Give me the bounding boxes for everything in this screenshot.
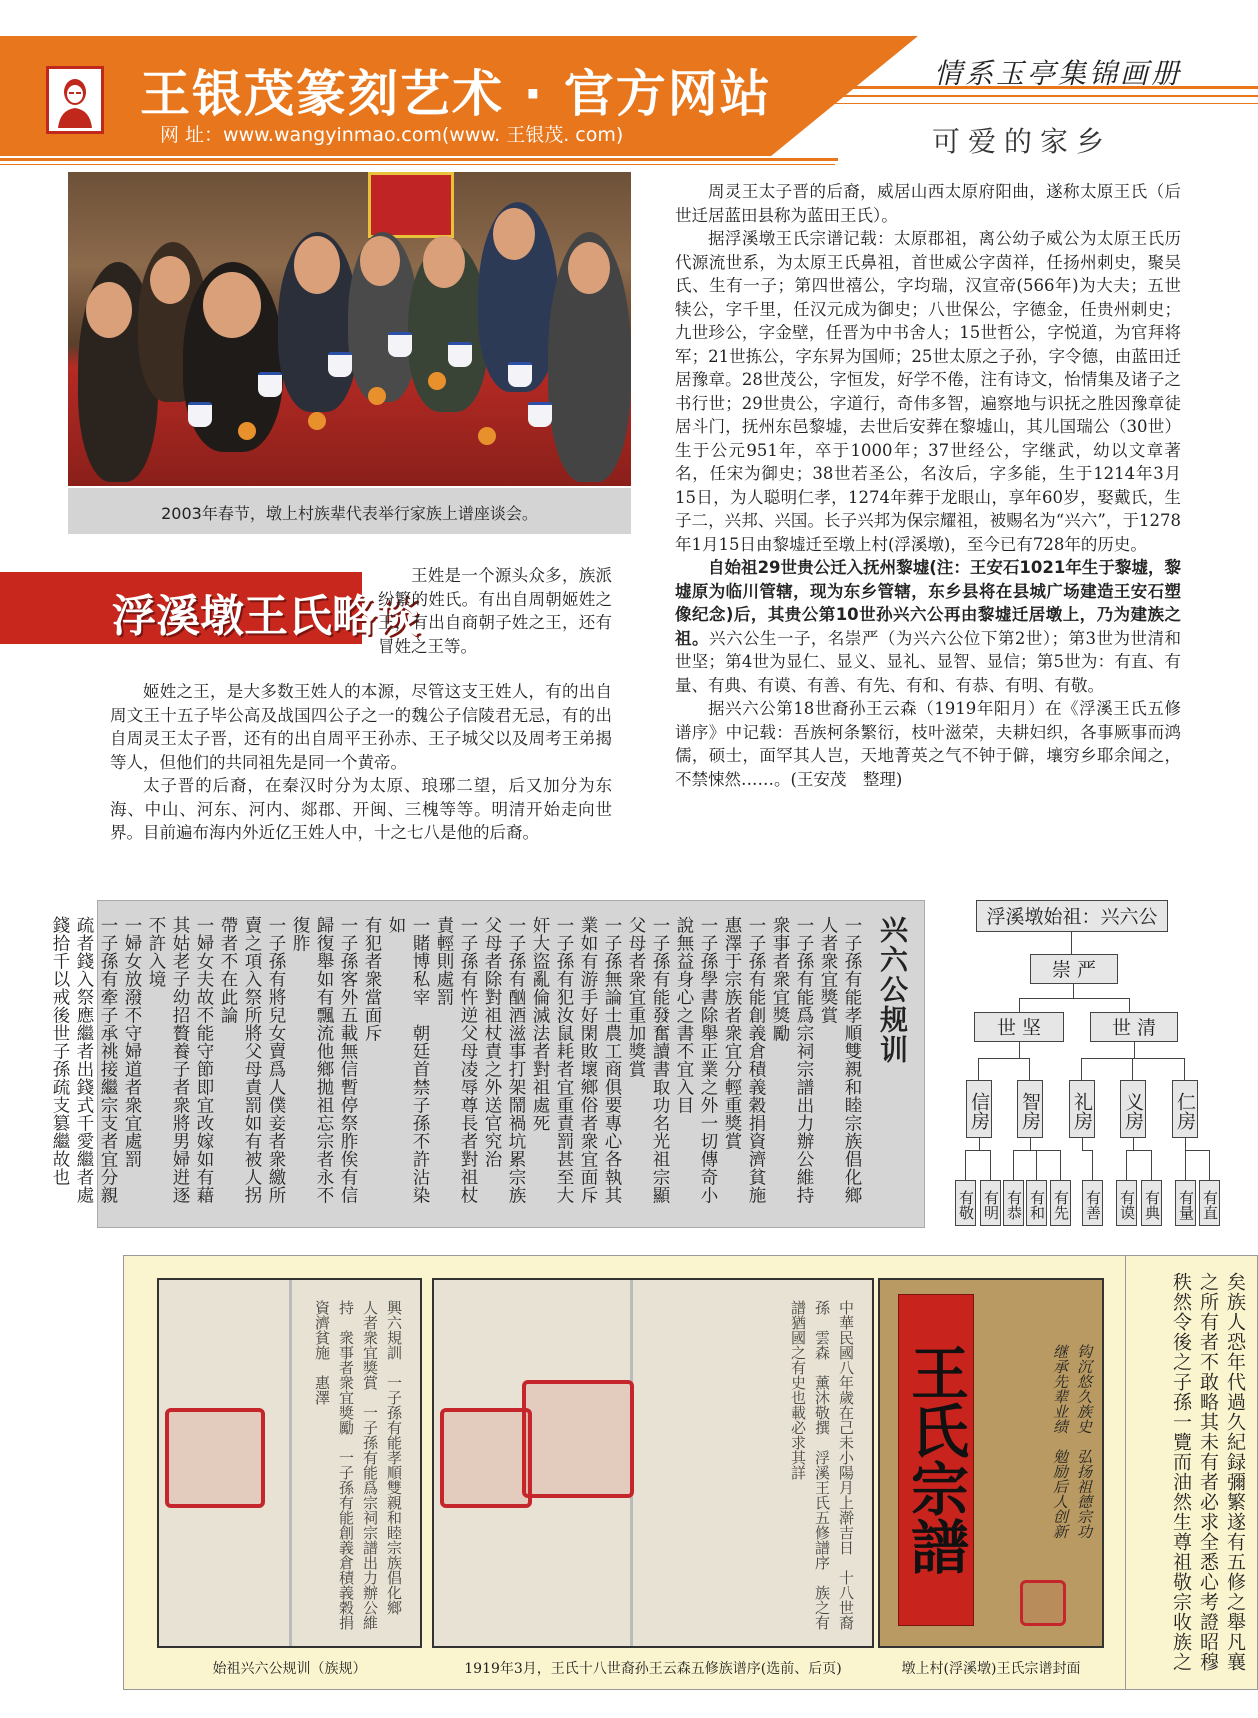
rule-line: 其姑老子幼招贅養子者衆將男婦逬逐 <box>170 916 190 1204</box>
rule-line: 一子孫有能創義倉積義穀捐資濟貧施 <box>746 916 766 1204</box>
tree-connector <box>1185 1138 1186 1150</box>
tree-connector <box>979 1138 980 1150</box>
rule-line: 一賭博私宰 朝廷首禁子孫不許沾染如 <box>386 916 430 1204</box>
rule-line: 一婦女放潑不守婦道者衆宜處罰 <box>122 916 142 1168</box>
tree-connector <box>1134 1042 1135 1058</box>
tree-connector <box>1133 1138 1134 1150</box>
tree-connector <box>965 1150 966 1180</box>
rule-line: 奸大盜亂倫滅法者對祖處死 <box>530 916 550 1132</box>
rule-line: 父母者除對祖杖責之外送官究治 <box>482 916 502 1168</box>
paragraph-text: 据兴六公第18世裔孙王云森（1919年阳月）在《浮溪王氏五修谱序》中记载：吾族柯条繁衍，枝叶滋荣，夫耕妇织，各事厥事而鸿儒，硕士，面罕其人岂，天地菁英之气不钟于僻，壤穷乡耶余闻之，不禁悚然……。 <box>675 699 1181 789</box>
tree-connector <box>1019 998 1130 999</box>
tree-node: 礼房 <box>1069 1080 1095 1138</box>
tree-connector <box>1151 1150 1152 1180</box>
seal-stamp <box>522 1380 634 1498</box>
portrait-icon <box>52 72 98 128</box>
seal-stamp <box>440 1408 532 1508</box>
tree-node: 有明 <box>980 1180 1001 1226</box>
tree-node: 义房 <box>1120 1080 1146 1138</box>
photo-caption: 墩上村(浮溪墩)王氏宗谱封面 <box>901 1661 1081 1677</box>
album-divider <box>822 95 1258 97</box>
site-url[interactable]: 网 址：www.wangyinmao.com(www. 王银茂. com) <box>160 124 624 146</box>
article-heading: 浮溪墩王氏略谈 <box>112 591 420 642</box>
tree-connector <box>1185 1150 1186 1180</box>
poem-line: 钩沉悠久族史 <box>1075 1344 1093 1434</box>
paragraph: 据浮溪墩王氏宗谱记载：太原郡祖，离公幼子威公为太原王氏历代源流世系，为太原王氏鼻祖，首世威公字茵祥，任扬州刺史，聚吴氏、生有一子；第四世禧公，字均瑞，汉宣帝(566年)为大夫；五世犊公，字千里，任汉元成为御史；八世保公，字德金，任贵州刺史；九世珍公，字金壁，任晋为中书舍人；15世哲公，字悦道，为官拜将军；21世拣公，字东昇为国师；25世太原之子孙，字令德，由蓝田迁居豫章。28世茂公，字恒发，好学不倦，注有诗文，怡情集及诸子之书行世；29世贵公，字道行，奇伟多智，遍察地与识抚之胜因豫章徒居斗门，抚州东邑黎墟，去世后安葬在黎墟山，其儿国瑞公（30世）生于公元951年，卒于1000年；37世经公，字继武，幼以文章著名，任宋为御史；38世若圣公，名汝后，字多能，生于1214年3月15日，为人聪明仁孝，1274年葬于龙眼山，享年60岁，娶戴氏，生子二，兴邦、兴国。长子兴邦为保宗耀祖，被赐名为“兴六”，于1278年1月15日由黎墟迁至墩上村(浮溪墩)，至今已有728年的历史。 <box>675 229 1181 554</box>
rule-line: 一子孫學書除舉正業之外一切傳奇小 <box>698 916 718 1204</box>
tree-connector <box>1071 932 1072 954</box>
tree-connector <box>1060 1150 1061 1180</box>
tree-connector <box>1013 1150 1014 1180</box>
paragraph: 太子晋的后裔，在秦汉时分为太原、琅琊二望，后又加分为东海、中山、河东、河内、郯郡、开闽、三槐等等。明清开始走向世界。目前遍布海内外近亿王姓人中，十之七八是他的后裔。 <box>110 776 612 842</box>
rule-line: 責輕則處罰 <box>434 916 454 1006</box>
article-right-column <box>675 180 1181 791</box>
rule-line: 一子孫客外五載無信暫停祭胙俟有信 <box>338 916 358 1204</box>
tree-node: 有先 <box>1050 1180 1071 1226</box>
seal-stamp <box>165 1408 265 1508</box>
tree-connector <box>1185 1150 1210 1151</box>
tree-connector <box>990 1150 991 1180</box>
paragraph: 王姓是一个源头众多，族派纷繁的姓氏。有出自周朝姬姓之王，有出自商朝子姓之王，还有冒姓之王等。 <box>378 566 612 656</box>
tree-node: 有量 <box>1175 1180 1196 1226</box>
cover-title: 王氏宗譜 <box>901 1343 969 1575</box>
rule-line: 一子孫有忤逆父母凌辱尊長者對祖杖 <box>458 916 478 1204</box>
photo-caption: 始祖兴六公规训（族规） <box>212 1661 367 1677</box>
rule-line: 說無益身心之書不宜入目 <box>674 916 694 1114</box>
tree-node: 世 清 <box>1090 1012 1178 1042</box>
book-photo-rules <box>157 1278 422 1648</box>
tree-node: 有典 <box>1141 1180 1162 1226</box>
tree-connector <box>978 1058 1030 1059</box>
rule-line: 帶者不在此論 <box>218 916 238 1024</box>
rule-line: 一子孫無論士農工商俱要專心各執其 <box>602 916 622 1204</box>
tree-connector <box>1126 1150 1127 1180</box>
tree-node: 有直 <box>1199 1180 1220 1226</box>
tree-node: 智房 <box>1017 1080 1043 1138</box>
site-title: 王银茂篆刻艺术 · 官方网站 <box>140 65 772 123</box>
paragraph <box>675 556 1181 697</box>
tree-node: 有谟 <box>1116 1180 1137 1226</box>
section-title: 可爱的家乡 <box>932 125 1113 158</box>
preface-excerpt: 矣族人恐年代過久紀録彌繁遂有五修之舉凡襄之所有者不敢略其未有者必求全悉心考證昭穆秩然令後之子孫一覽而油然生尊祖敬宗收族之 <box>1170 1272 1246 1672</box>
rule-line: 一子孫有牽子承祧接繼宗支者宜分親 <box>98 916 118 1204</box>
tree-node: 有善 <box>1082 1180 1103 1226</box>
album-divider <box>812 103 1258 104</box>
rule-line: 歸復舉如有飄流他鄉拋祖忘宗者永不 <box>314 916 334 1204</box>
tree-connector <box>1019 1042 1020 1058</box>
tree-node: 浮溪墩始祖：兴六公 <box>976 900 1168 932</box>
rule-line: 一子孫有能孝順雙親和睦宗族倡化鄉 <box>842 916 862 1204</box>
author-credit: (王安茂 整理) <box>790 769 903 789</box>
tree-connector <box>1013 1150 1061 1151</box>
tree-node: 信房 <box>966 1080 992 1138</box>
genealogy-cover-photo <box>878 1278 1104 1648</box>
header-divider-thin <box>0 164 835 165</box>
rule-line: 一子孫有酗酒滋事打架鬧禍坑累宗族 <box>506 916 526 1204</box>
tree-node: 有和 <box>1026 1180 1047 1226</box>
rule-line: 人者衆宜獎賞 <box>818 916 838 1024</box>
tree-node: 有恭 <box>1003 1180 1024 1226</box>
poem-line: 弘扬祖德宗功 <box>1075 1449 1093 1539</box>
tree-node: 崇 严 <box>1030 954 1118 984</box>
tree-connector <box>1029 1058 1030 1080</box>
article-left-intro <box>378 564 612 658</box>
paragraph-rest: 兴六公生一子，名崇严（为兴六公位下第2世）；第3世为世清和世坚；第4世为显仁、显义、显礼、显智、显信；第5世为：有直、有量、有典、有谟、有善、有先、有和、有恭、有明、有敬。 <box>675 628 1181 695</box>
tree-node: 仁房 <box>1172 1080 1198 1138</box>
photo-caption: 2003年春节，墩上村族辈代表举行家族上谱座谈会。 <box>161 504 538 523</box>
tree-node: 有敬 <box>955 1180 976 1226</box>
rule-line: 錢拾千以戒後世子孫疏支篡繼故也 <box>50 916 70 1186</box>
tree-connector <box>1092 1150 1093 1180</box>
rule-line: 一婦女夫故不能守節即宜改嫁如有藉 <box>194 916 214 1204</box>
tree-connector <box>1184 1058 1185 1080</box>
rule-line: 疏者錢入祭應繼者出錢式千愛繼者處 <box>74 916 94 1204</box>
poem-line: 勉励后人创新 <box>1051 1449 1069 1539</box>
poem-line: 继承先辈业绩 <box>1051 1344 1069 1434</box>
portrait-seal-logo[interactable] <box>46 66 104 134</box>
rule-line: 有犯者衆當面斥 <box>362 916 382 1042</box>
rule-line: 父母者衆宜重加獎賞 <box>626 916 646 1078</box>
tree-connector <box>1082 1138 1083 1150</box>
rule-line: 一子孫有將兒女賣爲人僕妾者衆繳所 <box>266 916 286 1204</box>
tree-connector <box>978 1058 979 1080</box>
tree-connector <box>1036 1150 1037 1180</box>
tree-connector <box>1073 984 1074 998</box>
rule-line: 復胙 <box>290 916 310 952</box>
tree-connector <box>1132 1058 1133 1080</box>
tree-connector <box>1081 1058 1185 1059</box>
bold-highlight: 自始祖29世贵公迁入抚州黎墟(注：王安石1021年生于黎墟，黎墟原为临川管辖，现为东乡管辖，东乡县将在县城广场建造王安石塑像纪念)后，其贵公第10世孙兴六公再由黎墟迁居墩上，乃为建族之祖。 <box>675 558 1181 648</box>
tree-node: 世 坚 <box>974 1012 1064 1042</box>
cover-poem <box>1048 1344 1096 1564</box>
seal-stamp <box>1020 1580 1066 1626</box>
tree-connector <box>1126 1150 1152 1151</box>
family-meeting-photo <box>68 172 631 486</box>
book-text: 中華民國八年歲在己未小陽月上澣吉日 十八世裔孫 雲森 薰沐敬撰 浮溪王氏五修譜序 族之有譜猶國之有史也載必求其詳 <box>789 1300 855 1630</box>
tree-connector <box>1081 1058 1082 1080</box>
rule-line: 一子孫有能爲宗祠宗譜出力辦公維持 <box>794 916 814 1204</box>
tree-connector <box>965 1150 991 1151</box>
rule-line: 惠澤于宗族者衆宜分輕重獎賞 <box>722 916 742 1150</box>
tree-connector <box>1019 998 1020 1012</box>
panel-divider <box>1125 1255 1126 1690</box>
rule-line: 業如有游手好閑敗壞鄉俗者衆宜面斥 <box>578 916 598 1204</box>
rule-line: 一子孫有犯汝鼠耗者宜重責罰甚至大 <box>554 916 574 1204</box>
book-text: 興六規訓 一子孫有能孝順雙親和睦宗族倡化鄉 人者衆宜獎賞 一子孫有能爲宗祠宗譜出力辦公維持 衆事者衆宜獎勵 一子孫有能創義倉積義穀捐資濟貧施 惠澤 <box>313 1300 403 1630</box>
rules-text <box>50 916 864 1216</box>
tree-connector <box>1030 1138 1031 1150</box>
book-photo-preface <box>432 1278 874 1648</box>
rule-line: 一子孫有能發奮讀書取功名光祖宗顯 <box>650 916 670 1204</box>
paragraph <box>675 697 1181 791</box>
header-divider <box>0 158 838 161</box>
article-left-column <box>110 680 612 845</box>
album-title: 情系玉亭集锦画册 <box>934 57 1183 90</box>
photo-caption: 1919年3月，王氏十八世裔孙王云森五修族谱序(选前、后页) <box>464 1661 842 1677</box>
rules-title: 兴六公规训 <box>876 915 909 1065</box>
rule-line: 不許入境 <box>146 916 166 988</box>
tree-connector <box>1129 998 1130 1012</box>
rule-line: 衆事者衆宜獎勵 <box>770 916 790 1042</box>
paragraph: 姬姓之王，是大多数王姓人的本源，尽管这支王姓人，有的出自周文王十五子毕公高及战国四公子之一的魏公子信陵君无忌，有的出自周灵王太子晋，还有的出自周平王孙赤、王子城父以及周考王弟揭等人，但他们的共同祖先是同一个黄帝。 <box>110 682 612 772</box>
tree-connector <box>1209 1150 1210 1180</box>
paragraph: 周灵王太子晋的后裔，威居山西太原府阳曲，遂称太原王氏（后世迁居蓝田县称为蓝田王氏）。 <box>675 182 1181 225</box>
rule-line: 賣之項入祭所將父母責罰如有被人拐 <box>242 916 262 1204</box>
